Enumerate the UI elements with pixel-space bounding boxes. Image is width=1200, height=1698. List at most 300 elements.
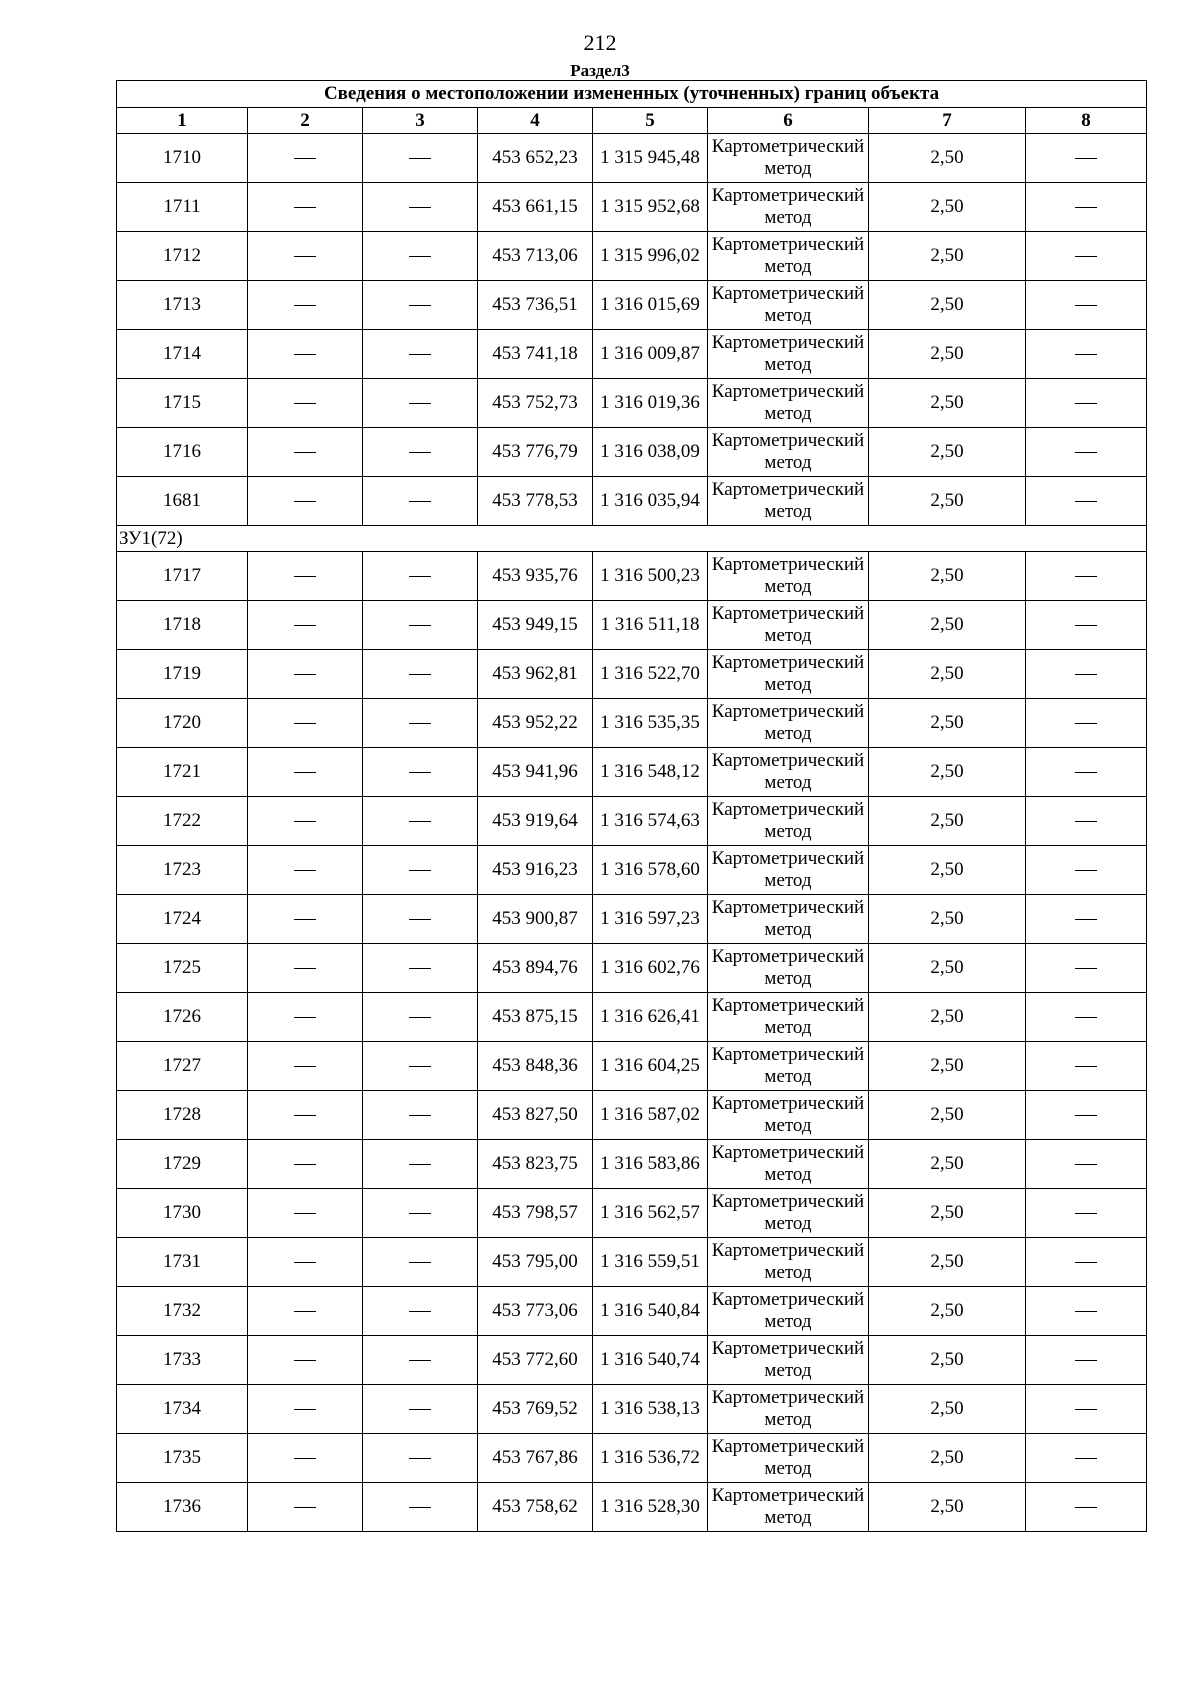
method-cell: Картометрический метод	[708, 1385, 869, 1434]
table-row	[117, 134, 1147, 183]
accuracy-cell: 2,50	[869, 330, 1026, 379]
x-coordinate-cell: 453 935,76	[478, 552, 593, 601]
table-row	[117, 846, 1147, 895]
dash-cell	[363, 1091, 478, 1140]
y-coordinate-cell: 1 316 528,30	[593, 1483, 708, 1532]
em-dash-mark	[409, 1213, 431, 1214]
point-number-cell: 1714	[117, 330, 248, 379]
em-dash-mark	[1075, 501, 1097, 502]
dash-cell	[248, 993, 363, 1042]
em-dash-mark	[1075, 968, 1097, 969]
y-coordinate-cell: 1 316 538,13	[593, 1385, 708, 1434]
point-number-cell: 1727	[117, 1042, 248, 1091]
y-coordinate-cell: 1 316 604,25	[593, 1042, 708, 1091]
y-coordinate-cell: 1 316 540,74	[593, 1336, 708, 1385]
x-coordinate-cell: 453 758,62	[478, 1483, 593, 1532]
em-dash-mark	[1075, 1066, 1097, 1067]
y-coordinate-cell: 1 316 540,84	[593, 1287, 708, 1336]
dash-cell	[1026, 944, 1147, 993]
em-dash-mark	[409, 625, 431, 626]
point-number-cell: 1731	[117, 1238, 248, 1287]
em-dash-mark	[1075, 1409, 1097, 1410]
table-row	[117, 944, 1147, 993]
y-coordinate-cell: 1 316 535,35	[593, 699, 708, 748]
em-dash-mark	[294, 1360, 316, 1361]
em-dash-mark	[409, 158, 431, 159]
point-number-cell: 1681	[117, 477, 248, 526]
y-coordinate-cell: 1 316 038,09	[593, 428, 708, 477]
dash-cell	[248, 379, 363, 428]
table-row	[117, 281, 1147, 330]
em-dash-mark	[294, 723, 316, 724]
dash-cell	[248, 748, 363, 797]
dash-cell	[1026, 330, 1147, 379]
table-row	[117, 183, 1147, 232]
accuracy-cell: 2,50	[869, 1091, 1026, 1140]
table-row	[117, 699, 1147, 748]
dash-cell	[363, 846, 478, 895]
point-number-cell: 1713	[117, 281, 248, 330]
em-dash-mark	[294, 1262, 316, 1263]
table-row	[117, 232, 1147, 281]
x-coordinate-cell: 453 661,15	[478, 183, 593, 232]
em-dash-mark	[1075, 674, 1097, 675]
point-number-cell: 1730	[117, 1189, 248, 1238]
table-row	[117, 379, 1147, 428]
dash-cell	[363, 330, 478, 379]
em-dash-mark	[1075, 1507, 1097, 1508]
section-title: Раздел3	[570, 61, 630, 80]
x-coordinate-cell: 453 941,96	[478, 748, 593, 797]
dash-cell	[363, 895, 478, 944]
boundary-table	[116, 80, 1147, 1532]
accuracy-cell: 2,50	[869, 895, 1026, 944]
dash-cell	[1026, 846, 1147, 895]
dash-cell	[1026, 650, 1147, 699]
x-coordinate-cell: 453 773,06	[478, 1287, 593, 1336]
accuracy-cell: 2,50	[869, 699, 1026, 748]
table-row	[117, 797, 1147, 846]
x-coordinate-cell: 453 776,79	[478, 428, 593, 477]
x-coordinate-cell: 453 916,23	[478, 846, 593, 895]
em-dash-mark	[294, 870, 316, 871]
em-dash-mark	[1075, 452, 1097, 453]
em-dash-mark	[409, 501, 431, 502]
em-dash-mark	[294, 256, 316, 257]
dash-cell	[363, 1287, 478, 1336]
em-dash-mark	[409, 1066, 431, 1067]
method-cell: Картометрический метод	[708, 846, 869, 895]
dash-cell	[248, 895, 363, 944]
dash-cell	[1026, 1483, 1147, 1532]
em-dash-mark	[409, 403, 431, 404]
dash-cell	[248, 699, 363, 748]
em-dash-mark	[1075, 625, 1097, 626]
em-dash-mark	[409, 1458, 431, 1459]
table-row	[117, 748, 1147, 797]
point-number-cell: 1728	[117, 1091, 248, 1140]
method-cell: Картометрический метод	[708, 699, 869, 748]
y-coordinate-cell: 1 316 511,18	[593, 601, 708, 650]
dash-cell	[363, 1238, 478, 1287]
em-dash-mark	[1075, 305, 1097, 306]
dash-cell	[248, 552, 363, 601]
em-dash-mark	[1075, 870, 1097, 871]
dash-cell	[363, 232, 478, 281]
em-dash-mark	[294, 1458, 316, 1459]
accuracy-cell: 2,50	[869, 281, 1026, 330]
em-dash-mark	[294, 207, 316, 208]
em-dash-mark	[294, 576, 316, 577]
column-header: 8	[1026, 108, 1147, 134]
point-number-cell: 1712	[117, 232, 248, 281]
table-row	[117, 1238, 1147, 1287]
dash-cell	[248, 1091, 363, 1140]
em-dash-mark	[294, 919, 316, 920]
dash-cell	[363, 281, 478, 330]
dash-cell	[363, 1483, 478, 1532]
table-row	[117, 1091, 1147, 1140]
dash-cell	[363, 552, 478, 601]
dash-cell	[1026, 748, 1147, 797]
em-dash-mark	[1075, 1164, 1097, 1165]
x-coordinate-cell: 453 778,53	[478, 477, 593, 526]
em-dash-mark	[1075, 207, 1097, 208]
dash-cell	[248, 1042, 363, 1091]
em-dash-mark	[409, 1311, 431, 1312]
accuracy-cell: 2,50	[869, 650, 1026, 699]
dash-cell	[363, 1140, 478, 1189]
dash-cell	[1026, 1189, 1147, 1238]
y-coordinate-cell: 1 316 562,57	[593, 1189, 708, 1238]
accuracy-cell: 2,50	[869, 1140, 1026, 1189]
accuracy-cell: 2,50	[869, 846, 1026, 895]
y-coordinate-cell: 1 316 587,02	[593, 1091, 708, 1140]
em-dash-mark	[294, 625, 316, 626]
table-row	[117, 1140, 1147, 1189]
dash-cell	[1026, 1042, 1147, 1091]
y-coordinate-cell: 1 315 945,48	[593, 134, 708, 183]
point-number-cell: 1716	[117, 428, 248, 477]
em-dash-mark	[409, 1164, 431, 1165]
method-cell: Картометрический метод	[708, 183, 869, 232]
table-row	[117, 1336, 1147, 1385]
method-cell: Картометрический метод	[708, 1140, 869, 1189]
em-dash-mark	[409, 1262, 431, 1263]
point-number-cell: 1725	[117, 944, 248, 993]
dash-cell	[248, 1385, 363, 1434]
accuracy-cell: 2,50	[869, 232, 1026, 281]
accuracy-cell: 2,50	[869, 993, 1026, 1042]
em-dash-mark	[1075, 1115, 1097, 1116]
y-coordinate-cell: 1 316 500,23	[593, 552, 708, 601]
em-dash-mark	[409, 354, 431, 355]
accuracy-cell: 2,50	[869, 797, 1026, 846]
method-cell: Картометрический метод	[708, 1091, 869, 1140]
dash-cell	[1026, 183, 1147, 232]
em-dash-mark	[1075, 1017, 1097, 1018]
dash-cell	[363, 428, 478, 477]
y-coordinate-cell: 1 316 019,36	[593, 379, 708, 428]
table-row	[117, 552, 1147, 601]
x-coordinate-cell: 453 848,36	[478, 1042, 593, 1091]
group-label: ЗУ1(72)	[117, 526, 1147, 552]
y-coordinate-cell: 1 315 952,68	[593, 183, 708, 232]
x-coordinate-cell: 453 741,18	[478, 330, 593, 379]
dash-cell	[363, 993, 478, 1042]
em-dash-mark	[294, 1409, 316, 1410]
x-coordinate-cell: 453 919,64	[478, 797, 593, 846]
em-dash-mark	[294, 452, 316, 453]
dash-cell	[1026, 797, 1147, 846]
em-dash-mark	[1075, 354, 1097, 355]
point-number-cell: 1726	[117, 993, 248, 1042]
method-cell: Картометрический метод	[708, 552, 869, 601]
em-dash-mark	[1075, 403, 1097, 404]
dash-cell	[1026, 993, 1147, 1042]
column-header: 7	[869, 108, 1026, 134]
em-dash-mark	[1075, 1311, 1097, 1312]
dash-cell	[1026, 232, 1147, 281]
accuracy-cell: 2,50	[869, 134, 1026, 183]
y-coordinate-cell: 1 316 626,41	[593, 993, 708, 1042]
dash-cell	[248, 134, 363, 183]
point-number-cell: 1729	[117, 1140, 248, 1189]
point-number-cell: 1711	[117, 183, 248, 232]
dash-cell	[363, 797, 478, 846]
point-number-cell: 1721	[117, 748, 248, 797]
column-header: 5	[593, 108, 708, 134]
em-dash-mark	[1075, 158, 1097, 159]
x-coordinate-cell: 453 713,06	[478, 232, 593, 281]
table-row	[117, 1434, 1147, 1483]
em-dash-mark	[409, 1017, 431, 1018]
dash-cell	[1026, 428, 1147, 477]
x-coordinate-cell: 453 949,15	[478, 601, 593, 650]
dash-cell	[1026, 699, 1147, 748]
column-header: 4	[478, 108, 593, 134]
dash-cell	[363, 1189, 478, 1238]
dash-cell	[1026, 895, 1147, 944]
em-dash-mark	[294, 354, 316, 355]
x-coordinate-cell: 453 962,81	[478, 650, 593, 699]
point-number-cell: 1732	[117, 1287, 248, 1336]
em-dash-mark	[409, 452, 431, 453]
method-cell: Картометрический метод	[708, 477, 869, 526]
dash-cell	[363, 601, 478, 650]
x-coordinate-cell: 453 798,57	[478, 1189, 593, 1238]
column-header: 3	[363, 108, 478, 134]
em-dash-mark	[1075, 576, 1097, 577]
page-number: 212	[583, 30, 617, 55]
method-cell: Картометрический метод	[708, 379, 869, 428]
method-cell: Картометрический метод	[708, 1434, 869, 1483]
dash-cell	[1026, 601, 1147, 650]
em-dash-mark	[409, 576, 431, 577]
method-cell: Картометрический метод	[708, 428, 869, 477]
method-cell: Картометрический метод	[708, 797, 869, 846]
method-cell: Картометрический метод	[708, 1238, 869, 1287]
method-cell: Картометрический метод	[708, 993, 869, 1042]
method-cell: Картометрический метод	[708, 281, 869, 330]
em-dash-mark	[409, 919, 431, 920]
accuracy-cell: 2,50	[869, 379, 1026, 428]
accuracy-cell: 2,50	[869, 1287, 1026, 1336]
y-coordinate-cell: 1 316 035,94	[593, 477, 708, 526]
y-coordinate-cell: 1 315 996,02	[593, 232, 708, 281]
dash-cell	[248, 1336, 363, 1385]
table-row	[117, 1385, 1147, 1434]
em-dash-mark	[409, 772, 431, 773]
em-dash-mark	[409, 968, 431, 969]
x-coordinate-cell: 453 767,86	[478, 1434, 593, 1483]
group-row	[117, 526, 1147, 552]
x-coordinate-cell: 453 652,23	[478, 134, 593, 183]
dash-cell	[363, 134, 478, 183]
dash-cell	[248, 1434, 363, 1483]
dash-cell	[248, 1287, 363, 1336]
accuracy-cell: 2,50	[869, 552, 1026, 601]
point-number-cell: 1735	[117, 1434, 248, 1483]
y-coordinate-cell: 1 316 602,76	[593, 944, 708, 993]
method-cell: Картометрический метод	[708, 1483, 869, 1532]
dash-cell	[248, 650, 363, 699]
method-cell: Картометрический метод	[708, 330, 869, 379]
method-cell: Картометрический метод	[708, 1336, 869, 1385]
x-coordinate-cell: 453 752,73	[478, 379, 593, 428]
em-dash-mark	[1075, 1262, 1097, 1263]
dash-cell	[248, 1483, 363, 1532]
em-dash-mark	[1075, 1360, 1097, 1361]
table-row	[117, 650, 1147, 699]
dash-cell	[248, 428, 363, 477]
em-dash-mark	[409, 723, 431, 724]
x-coordinate-cell: 453 875,15	[478, 993, 593, 1042]
em-dash-mark	[1075, 919, 1097, 920]
x-coordinate-cell: 453 772,60	[478, 1336, 593, 1385]
em-dash-mark	[409, 305, 431, 306]
accuracy-cell: 2,50	[869, 183, 1026, 232]
point-number-cell: 1719	[117, 650, 248, 699]
dash-cell	[363, 944, 478, 993]
dash-cell	[248, 1189, 363, 1238]
y-coordinate-cell: 1 316 578,60	[593, 846, 708, 895]
method-cell: Картометрический метод	[708, 232, 869, 281]
method-cell: Картометрический метод	[708, 650, 869, 699]
dash-cell	[363, 183, 478, 232]
em-dash-mark	[1075, 821, 1097, 822]
em-dash-mark	[294, 1311, 316, 1312]
table-row	[117, 601, 1147, 650]
em-dash-mark	[294, 821, 316, 822]
em-dash-mark	[294, 1164, 316, 1165]
dash-cell	[248, 601, 363, 650]
em-dash-mark	[409, 821, 431, 822]
point-number-cell: 1717	[117, 552, 248, 601]
point-number-cell: 1710	[117, 134, 248, 183]
y-coordinate-cell: 1 316 559,51	[593, 1238, 708, 1287]
dash-cell	[1026, 1336, 1147, 1385]
method-cell: Картометрический метод	[708, 944, 869, 993]
dash-cell	[363, 1336, 478, 1385]
dash-cell	[1026, 1238, 1147, 1287]
dash-cell	[1026, 1091, 1147, 1140]
table-row	[117, 1287, 1147, 1336]
dash-cell	[363, 1385, 478, 1434]
dash-cell	[363, 699, 478, 748]
dash-cell	[248, 846, 363, 895]
point-number-cell: 1723	[117, 846, 248, 895]
accuracy-cell: 2,50	[869, 601, 1026, 650]
em-dash-mark	[294, 403, 316, 404]
point-number-cell: 1724	[117, 895, 248, 944]
method-cell: Картометрический метод	[708, 748, 869, 797]
em-dash-mark	[294, 501, 316, 502]
x-coordinate-cell: 453 900,87	[478, 895, 593, 944]
dash-cell	[248, 232, 363, 281]
em-dash-mark	[409, 1507, 431, 1508]
em-dash-mark	[1075, 772, 1097, 773]
accuracy-cell: 2,50	[869, 1385, 1026, 1434]
em-dash-mark	[1075, 256, 1097, 257]
dash-cell	[1026, 1385, 1147, 1434]
method-cell: Картометрический метод	[708, 134, 869, 183]
accuracy-cell: 2,50	[869, 1336, 1026, 1385]
table-body	[117, 134, 1147, 1532]
em-dash-mark	[294, 772, 316, 773]
em-dash-mark	[409, 1115, 431, 1116]
em-dash-mark	[1075, 1458, 1097, 1459]
accuracy-cell: 2,50	[869, 1434, 1026, 1483]
y-coordinate-cell: 1 316 522,70	[593, 650, 708, 699]
em-dash-mark	[409, 870, 431, 871]
em-dash-mark	[294, 158, 316, 159]
em-dash-mark	[409, 256, 431, 257]
table-row	[117, 1042, 1147, 1091]
x-coordinate-cell: 453 795,00	[478, 1238, 593, 1287]
table-row	[117, 477, 1147, 526]
x-coordinate-cell: 453 952,22	[478, 699, 593, 748]
em-dash-mark	[409, 674, 431, 675]
dash-cell	[248, 1238, 363, 1287]
accuracy-cell: 2,50	[869, 1238, 1026, 1287]
column-header: 6	[708, 108, 869, 134]
dash-cell	[1026, 477, 1147, 526]
point-number-cell: 1722	[117, 797, 248, 846]
em-dash-mark	[409, 1409, 431, 1410]
accuracy-cell: 2,50	[869, 1042, 1026, 1091]
point-number-cell: 1720	[117, 699, 248, 748]
em-dash-mark	[1075, 723, 1097, 724]
dash-cell	[1026, 281, 1147, 330]
dash-cell	[248, 944, 363, 993]
em-dash-mark	[294, 1115, 316, 1116]
dash-cell	[248, 330, 363, 379]
table-row	[117, 993, 1147, 1042]
y-coordinate-cell: 1 316 583,86	[593, 1140, 708, 1189]
x-coordinate-cell: 453 894,76	[478, 944, 593, 993]
dash-cell	[248, 183, 363, 232]
point-number-cell: 1733	[117, 1336, 248, 1385]
method-cell: Картометрический метод	[708, 1042, 869, 1091]
x-coordinate-cell: 453 827,50	[478, 1091, 593, 1140]
point-number-cell: 1734	[117, 1385, 248, 1434]
table-row	[117, 1189, 1147, 1238]
y-coordinate-cell: 1 316 536,72	[593, 1434, 708, 1483]
dash-cell	[248, 281, 363, 330]
em-dash-mark	[294, 1017, 316, 1018]
x-coordinate-cell: 453 823,75	[478, 1140, 593, 1189]
